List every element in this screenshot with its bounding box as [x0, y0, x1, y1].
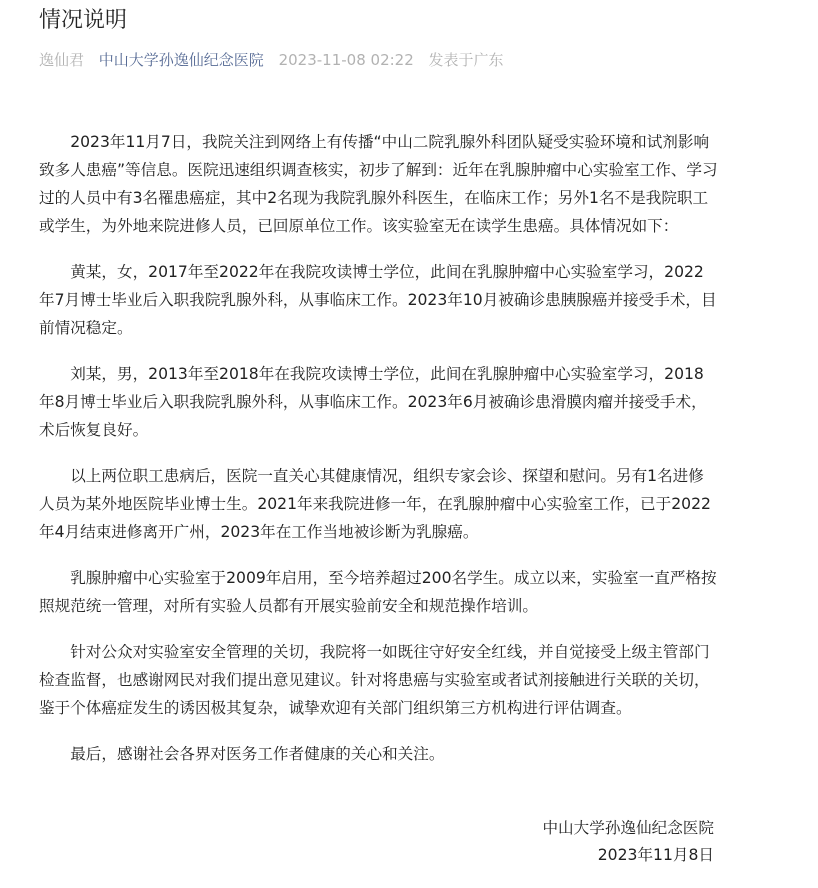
paragraph-followup: 以上两位职工患病后，医院一直关心其健康情况，组织专家会诊、探望和慰问。另有1名进修人员为某外地医院毕业博士生。2021年来我院进修一年，在乳腺肿瘤中心实验室工作，已于2022年4月结束进修离开广州，2023年在工作当地被诊断为乳腺癌。 [39, 467, 711, 541]
paragraph-closing: 最后，感谢社会各界对医务工作者健康的关心和关注。 [70, 745, 445, 763]
article-meta [39, 49, 514, 71]
paragraph-lab-history: 乳腺肿瘤中心实验室于2009年启用，至今培养超过200名学生。成立以来，实验室一直严格按照规范统一管理，对所有实验人员都有开展实验前安全和规范操作培训。 [39, 569, 717, 615]
publish-location: 发表于广东 [428, 51, 504, 69]
paragraph-case-huang: 黄某，女，2017年至2022年在我院攻读博士学位，此间在乳腺肿瘤中心实验室学习，2022年7月博士毕业后入职我院乳腺外科，从事临床工作。2023年10月被确诊患胰腺癌并接受手术，目前情况稳定。 [39, 263, 717, 337]
paragraph-intro: 2023年11月7日，我院关注到网络上有传播“中山二院乳腺外科团队疑受实验环境和试剂影响致多人患癌”等信息。医院迅速组织调查核实，初步了解到：近年在乳腺肿瘤中心实验室工作、学习过的人员中有3名罹患癌症，其中2名现为我院乳腺外科医生，在临床工作；另外1名不是我院职工或学生，为外地来院进修人员，已回原单位工作。该实验室无在读学生患癌。具体情况如下： [39, 133, 718, 235]
paragraph-response: 针对公众对实验室安全管理的关切，我院将一如既往守好安全红线，并自觉接受上级主管部门检查监督，也感谢网民对我们提出意见建议。针对将患癌与实验室或者试剂接触进行关联的关切，鉴于个体癌症发生的诱因极其复杂，诚挚欢迎有关部门组织第三方机构进行评估调查。 [39, 643, 710, 717]
author-name[interactable]: 逸仙君 [39, 51, 85, 69]
signature-block [542, 815, 714, 868]
paragraph-case-liu: 刘某，男，2013年至2018年在我院攻读博士学位，此间在乳腺肿瘤中心实验室学习，2018年8月博士毕业后入职我院乳腺外科，从事临床工作。2023年6月被确诊患滑膜肉瘤并接受手术，术后恢复良好。 [39, 365, 707, 439]
article-title: 情况说明 [39, 8, 128, 33]
publish-datetime: 2023-11-08 02:22 [278, 51, 414, 69]
account-name-link[interactable]: 中山大学孙逸仙纪念医院 [98, 51, 264, 69]
signature-organization: 中山大学孙逸仙纪念医院 [542, 819, 714, 837]
signature-date: 2023年11月8日 [597, 845, 714, 864]
article-body [39, 128, 719, 786]
